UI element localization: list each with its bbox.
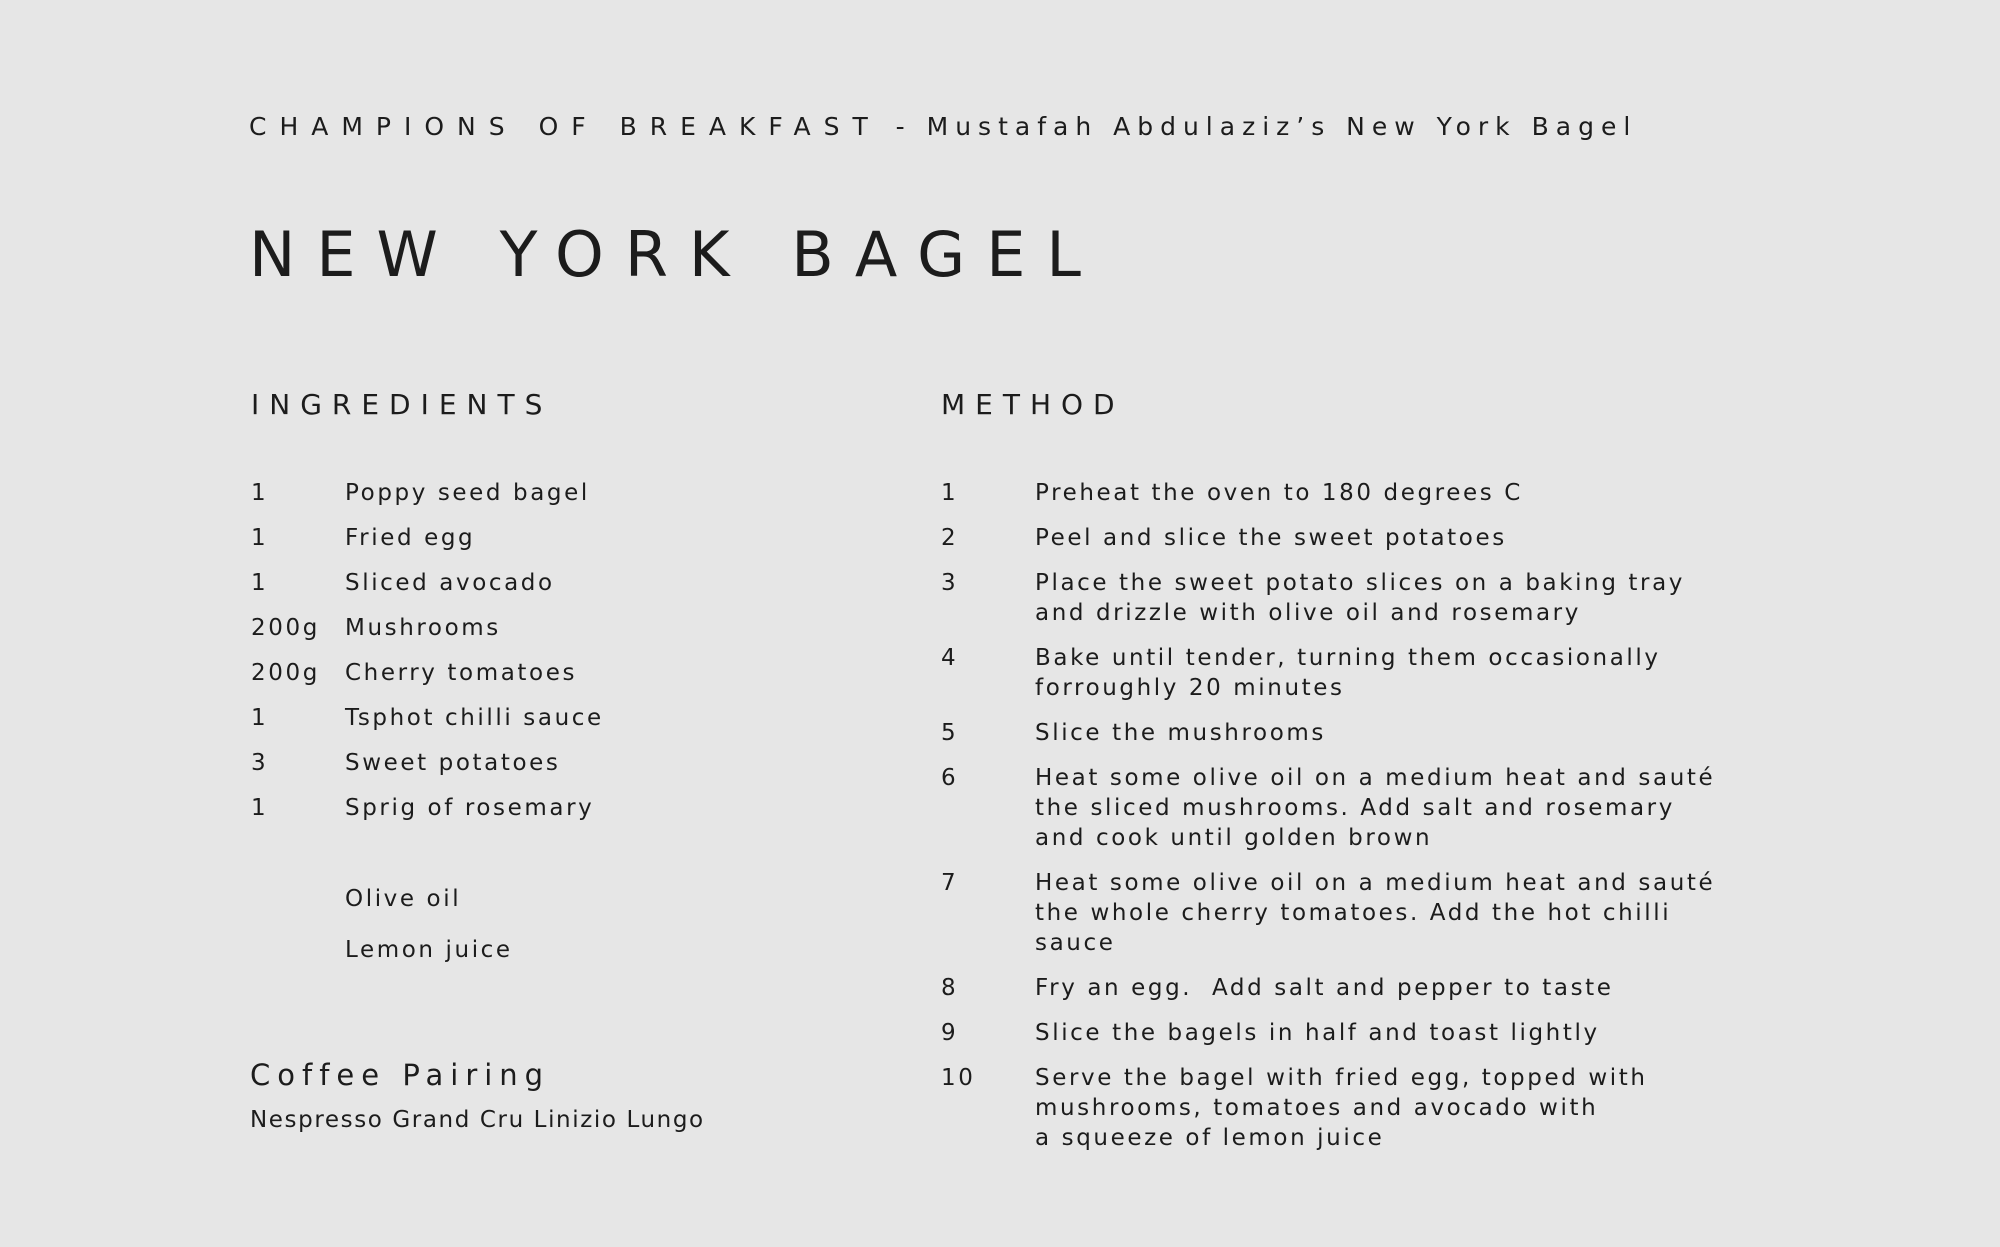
method-list: [941, 478, 1716, 1168]
step-text: [1035, 973, 1701, 1003]
step-line: forroughly 20 minutes: [1035, 675, 1345, 701]
step-line: Bake until tender, turning them occasionally: [1035, 645, 1661, 671]
ingredient-name: Poppy seed bagel: [345, 480, 590, 506]
step-number: 5: [941, 720, 959, 746]
ingredient-item: [251, 568, 851, 598]
ingredients-list: [251, 478, 851, 838]
step-line: mushrooms, tomatoes and avocado with: [1035, 1095, 1599, 1121]
step-line: the whole cherry tomatoes. Add the hot chilli: [1035, 900, 1672, 926]
ingredient-name: Cherry tomatoes: [345, 660, 578, 686]
ingredient-name: Sprig of rosemary: [345, 795, 595, 821]
step-line: Serve the bagel with fried egg, topped with: [1035, 1065, 1648, 1091]
ingredients-heading: INGREDIENTS: [251, 388, 553, 421]
method-step: [941, 568, 1701, 628]
ingredient-item: [251, 658, 851, 688]
ingredient-quantity: 1: [251, 705, 269, 731]
step-number: 9: [941, 1020, 959, 1046]
method-step: [941, 718, 1701, 748]
ingredient-name: Sliced avocado: [345, 570, 555, 596]
ingredient-item: [251, 703, 851, 733]
step-line: Fry an egg. Add salt and pepper to taste: [1035, 975, 1614, 1001]
method-step: [941, 1018, 1701, 1048]
extra-ingredient: Lemon juice: [345, 937, 513, 963]
ingredient-quantity: 1: [251, 480, 269, 506]
ingredient-quantity: 1: [251, 570, 269, 596]
ingredient-item: [251, 793, 851, 823]
method-step: [941, 763, 1716, 853]
step-text: [1035, 568, 1701, 628]
step-text: [1035, 523, 1701, 553]
step-text: [1035, 1018, 1701, 1048]
step-line: Slice the mushrooms: [1035, 720, 1326, 746]
step-number: 4: [941, 645, 959, 671]
step-line: a squeeze of lemon juice: [1035, 1125, 1385, 1151]
step-text: [1035, 643, 1701, 703]
step-number: 6: [941, 765, 959, 791]
ingredient-item: [251, 523, 851, 553]
extra-ingredients-list: [345, 884, 513, 986]
step-line: Preheat the oven to 180 degrees C: [1035, 480, 1523, 506]
step-number: 8: [941, 975, 959, 1001]
step-line: Peel and slice the sweet potatoes: [1035, 525, 1507, 551]
series-name: CHAMPIONS OF BREAKFAST: [249, 112, 881, 141]
page-subtitle: [249, 112, 1637, 141]
step-number: 1: [941, 480, 959, 506]
extra-ingredient: Olive oil: [345, 886, 462, 912]
ingredient-name: Sweet potatoes: [345, 750, 561, 776]
ingredient-item: [251, 748, 851, 778]
step-line: Heat some olive oil on a medium heat and sauté: [1035, 765, 1716, 791]
step-text: [1035, 478, 1701, 508]
ingredient-name: Tsphot chilli sauce: [345, 705, 604, 731]
step-number: 10: [941, 1065, 976, 1091]
method-step: [941, 973, 1701, 1003]
method-step: [941, 1063, 1701, 1153]
ingredient-quantity: 200g: [251, 615, 320, 641]
ingredient-quantity: 1: [251, 795, 269, 821]
ingredient-quantity: 200g: [251, 660, 320, 686]
ingredient-quantity: 1: [251, 525, 269, 551]
method-step: [941, 523, 1701, 553]
step-line: Heat some olive oil on a medium heat and sauté: [1035, 870, 1716, 896]
ingredient-quantity: 3: [251, 750, 269, 776]
step-line: sauce: [1035, 930, 1116, 956]
step-line: Place the sweet potato slices on a baking tray: [1035, 570, 1686, 596]
ingredient-item: [251, 478, 851, 508]
step-line: the sliced mushrooms. Add salt and rosemary: [1035, 795, 1675, 821]
step-line: and drizzle with olive oil and rosemary: [1035, 600, 1581, 626]
step-number: 2: [941, 525, 959, 551]
step-text: [1035, 718, 1701, 748]
step-number: 7: [941, 870, 959, 896]
step-text: [1035, 868, 1715, 958]
method-step: [941, 478, 1701, 508]
subtitle-separator: -: [880, 112, 927, 141]
step-number: 3: [941, 570, 959, 596]
coffee-pairing-text: Nespresso Grand Cru Linizio Lungo: [250, 1107, 705, 1133]
method-heading: METHOD: [941, 388, 1125, 421]
page-title: NEW YORK BAGEL: [249, 218, 1102, 291]
ingredient-name: Fried egg: [345, 525, 476, 551]
ingredient-item: [251, 613, 851, 643]
step-text: [1035, 1063, 1701, 1153]
coffee-pairing-heading: Coffee Pairing: [250, 1058, 551, 1092]
recipe-credit: Mustafah Abdulaziz’s New York Bagel: [926, 112, 1638, 141]
method-step: [941, 643, 1701, 703]
step-text: [1035, 763, 1715, 853]
step-line: and cook until golden brown: [1035, 825, 1433, 851]
method-step: [941, 868, 1716, 958]
step-line: Slice the bagels in half and toast lightly: [1035, 1020, 1600, 1046]
ingredient-name: Mushrooms: [345, 615, 501, 641]
